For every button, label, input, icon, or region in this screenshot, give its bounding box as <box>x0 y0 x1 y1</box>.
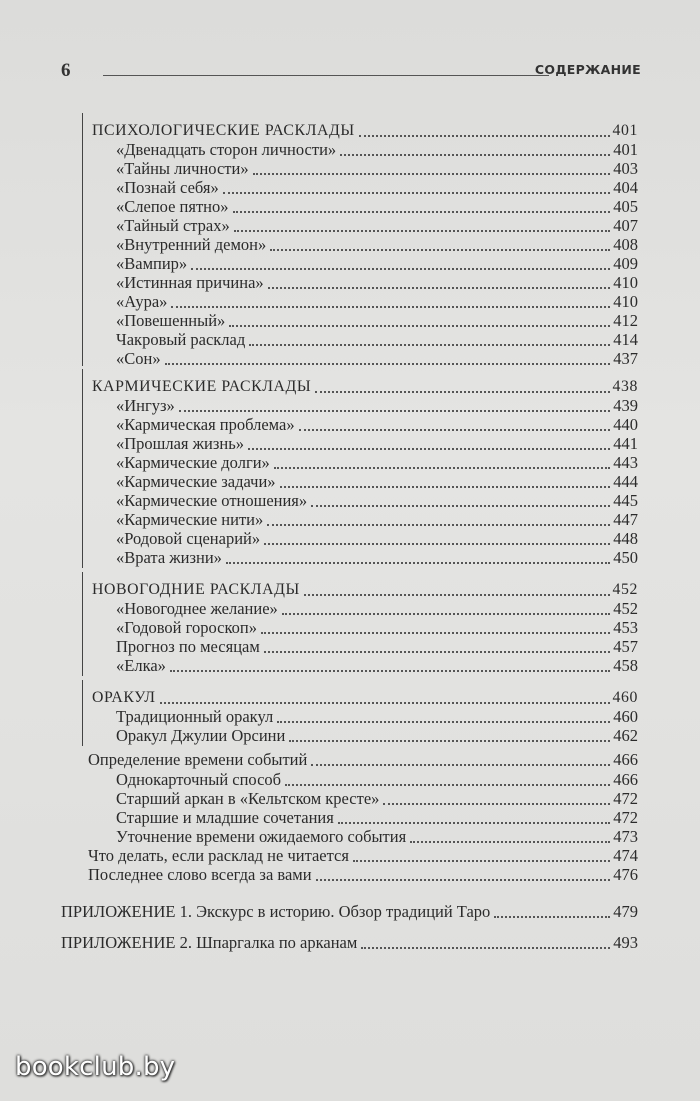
toc-entry[interactable]: «Кармические задачи» 444 <box>116 472 638 491</box>
toc-entry[interactable]: Старшие и младшие сочетания 472 <box>116 808 638 827</box>
toc-entry[interactable]: «Познай себя» 404 <box>116 178 638 197</box>
toc-group-title[interactable]: ОРАКУЛ 460 <box>92 689 638 706</box>
toc-entry[interactable]: «Аура» 410 <box>116 292 638 311</box>
toc-entry[interactable]: «Внутренний демон» 408 <box>116 235 638 254</box>
toc-entry[interactable]: «Новогоднее желание» 452 <box>116 599 638 618</box>
toc-entry[interactable]: «Родовой сценарий» 448 <box>116 529 638 548</box>
page-header <box>61 60 641 82</box>
toc-entry[interactable]: «Двенадцать сторон личности» 401 <box>116 140 638 159</box>
toc-entry[interactable]: Оракул Джулии Орсини 462 <box>116 726 638 745</box>
toc-entry[interactable]: «Вампир» 409 <box>116 254 638 273</box>
toc-entry[interactable]: Традиционный оракул 460 <box>116 707 638 726</box>
toc-entry[interactable]: «Тайный страх» 407 <box>116 216 638 235</box>
running-title: СОДЕРЖАНИЕ <box>534 62 641 77</box>
toc-appendix[interactable]: ПРИЛОЖЕНИЕ 2. Шпаргалка по арканам 493 <box>61 933 638 952</box>
toc-entry[interactable]: «Кармическая проблема» 440 <box>116 415 638 434</box>
toc-entry[interactable]: Определение времени событий 466 <box>88 750 638 769</box>
group-bar <box>82 113 83 366</box>
toc-entry[interactable]: «Сон» 437 <box>116 349 638 368</box>
toc-entry[interactable]: «Кармические нити» 447 <box>116 510 638 529</box>
watermark: bookclub.by <box>15 1052 176 1082</box>
toc-entry[interactable]: «Ингуз» 439 <box>116 396 638 415</box>
toc-appendix[interactable]: ПРИЛОЖЕНИЕ 1. Экскурс в историю. Обзор традиций Таро 479 <box>61 902 638 921</box>
toc-entry[interactable]: Последнее слово всегда за вами 476 <box>88 865 638 884</box>
toc-entry[interactable]: «Врата жизни» 450 <box>116 548 638 567</box>
group-bar <box>82 369 83 568</box>
toc-entry[interactable]: «Истинная причина» 410 <box>116 273 638 292</box>
toc-entry[interactable]: Старший аркан в «Кельтском кресте» 472 <box>116 789 638 808</box>
group-bar <box>82 572 83 676</box>
toc-entry[interactable]: «Тайны личности» 403 <box>116 159 638 178</box>
toc-group-title[interactable]: ПСИХОЛОГИЧЕСКИЕ РАСКЛАДЫ 401 <box>92 122 638 139</box>
toc-entry[interactable]: «Слепое пятно» 405 <box>116 197 638 216</box>
group-bar <box>82 680 83 746</box>
toc-entry[interactable]: Однокарточный способ 466 <box>116 770 638 789</box>
toc-entry[interactable]: Уточнение времени ожидаемого события 473 <box>116 827 638 846</box>
toc-entry[interactable]: Чакровый расклад 414 <box>116 330 638 349</box>
toc-entry[interactable]: «Повешенный» 412 <box>116 311 638 330</box>
header-rule <box>103 75 549 76</box>
toc-entry[interactable]: «Елка» 458 <box>116 656 638 675</box>
toc-entry[interactable]: «Годовой гороскоп» 453 <box>116 618 638 637</box>
toc-entry[interactable]: Что делать, если расклад не читается 474 <box>88 846 638 865</box>
toc-group-title[interactable]: КАРМИЧЕСКИЕ РАСКЛАДЫ 438 <box>92 378 638 395</box>
toc-entry[interactable]: «Прошлая жизнь» 441 <box>116 434 638 453</box>
page-number: 6 <box>61 60 71 81</box>
toc-entry[interactable]: «Кармические долги» 443 <box>116 453 638 472</box>
toc-entry[interactable]: Прогноз по месяцам 457 <box>116 637 638 656</box>
toc-entry[interactable]: «Кармические отношения» 445 <box>116 491 638 510</box>
toc-group-title[interactable]: НОВОГОДНИЕ РАСКЛАДЫ 452 <box>92 581 638 598</box>
